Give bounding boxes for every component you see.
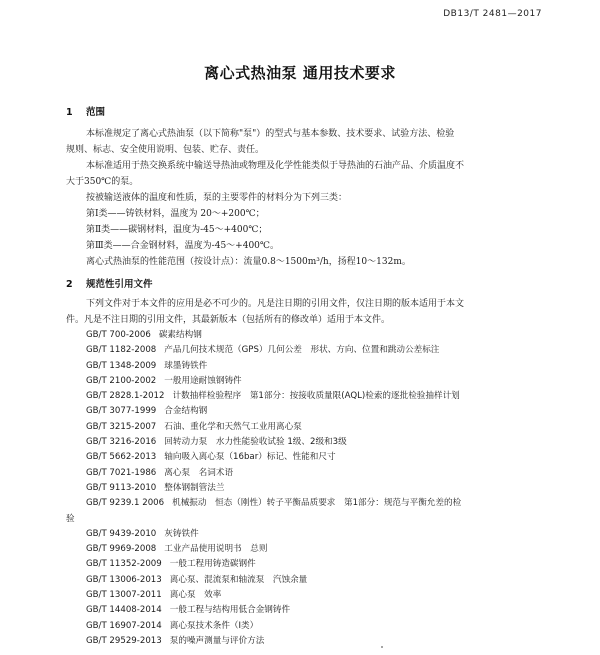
section-2-number: 2 [66,279,73,290]
reference-item-continuation: 验 [66,513,75,524]
reference-item: GB/T 9113-2010 整体钢制管法兰 [86,482,225,493]
reference-item: GB/T 5662-2013 轴向吸入离心泵（16bar）标记、性能和尺寸 [86,452,336,463]
section-1-heading [66,104,105,118]
section-1-number: 1 [66,107,73,118]
standard-code: DB13/T 2481—2017 [443,9,542,19]
section-1-body [66,126,546,270]
reference-item: GB/T 11352-2009 一般工程用铸造碳钢件 [86,559,256,570]
reference-item: GB/T 2828.1-2012 计数抽样检验程序 第1部分：按接收质量限(AQL)检索的逐批检验抽样计划 [86,391,460,402]
reference-item: GB/T 9439-2010 灰铸铁件 [86,528,199,539]
scan-speck [381,646,383,648]
reference-item: GB/T 9969-2008 工业产品使用说明书 总则 [86,544,268,555]
reference-item: GB/T 700-2006 碳素结构钢 [86,330,202,340]
references-intro-b: 件。凡是不注日期的引用文件，其最新版本（包括所有的修改单）适用于本文件。 [66,315,391,325]
page-title: 离心式热油泵 通用技术要求 [204,64,396,82]
section-2-heading [66,276,153,290]
section-1-title: 范围 [86,107,106,118]
reference-item: GB/T 3215-2007 石油、重化学和天然气工业用离心泵 [86,421,302,432]
scope-paragraph-2b: 大于350℃的泵。 [66,177,139,187]
material-class-2: 第Ⅱ类——碳钢材料，温度为-45～+400℃； [86,225,268,235]
material-class-3: 第Ⅲ类——合金钢材料，温度为-45～+400℃。 [86,241,279,251]
scope-paragraph-3: 按被输送液体的温度和性质，泵的主要零件的材料分为下列三类： [86,193,348,203]
reference-item: GB/T 13006-2013 离心泵、混流泵和轴流泵 汽蚀余量 [86,574,308,585]
reference-item: GB/T 16907-2014 离心泵技术条件（Ⅰ类） [86,620,259,631]
reference-item: GB/T 1182-2008 产品几何技术规范（GPS）几何公差 形状、方向、位置和跳动公差标注 [86,345,440,356]
reference-item: GB/T 2100-2002 一般用途耐蚀钢铸件 [86,375,242,386]
performance-range: 离心式热油泵的性能范围（按设计点）：流量0.8～1500m³/h，扬程10～132m。 [86,257,411,267]
material-class-1: 第Ⅰ类——铸铁材料，温度为 20～+200℃； [86,209,265,219]
scope-paragraph-1a: 本标准规定了离心式热油泵（以下简称"泵"）的型式与基本参数、技术要求、试验方法、检验 [86,129,455,139]
scope-paragraph-1b: 规则、标志、安全使用说明、包装、贮存、责任。 [66,145,265,155]
scope-paragraph-2a: 本标准适用于热交换系统中输送导热油或物理及化学性能类似于导热油的石油产品、介质温度不 [86,161,465,171]
reference-item: GB/T 13007-2011 离心泵 效率 [86,590,222,601]
reference-item: GB/T 3216-2016 回转动力泵 水力性能验收试验 1级、2级和3级 [86,437,347,448]
reference-item: GB/T 29529-2013 泵的噪声测量与评价方法 [86,635,265,646]
reference-item: GB/T 3077-1999 合金结构钢 [86,406,208,417]
reference-list [66,328,546,649]
reference-item: GB/T 7021-1986 离心泵 名词术语 [86,467,234,478]
section-2-intro [66,296,546,328]
reference-item: GB/T 1348-2009 球墨铸铁件 [86,360,208,371]
section-2-title: 规范性引用文件 [86,279,153,290]
reference-item: GB/T 14408-2014 一般工程与结构用低合金钢铸件 [86,605,291,616]
reference-item: GB/T 9239.1 2006 机械振动 恒态（刚性）转子平衡品质要求 第1部分：规范与平衡允差的检 [86,498,462,509]
references-intro-a: 下列文件对于本文件的应用是必不可少的。凡是注日期的引用文件，仅注日期的版本适用于本文 [86,299,465,309]
